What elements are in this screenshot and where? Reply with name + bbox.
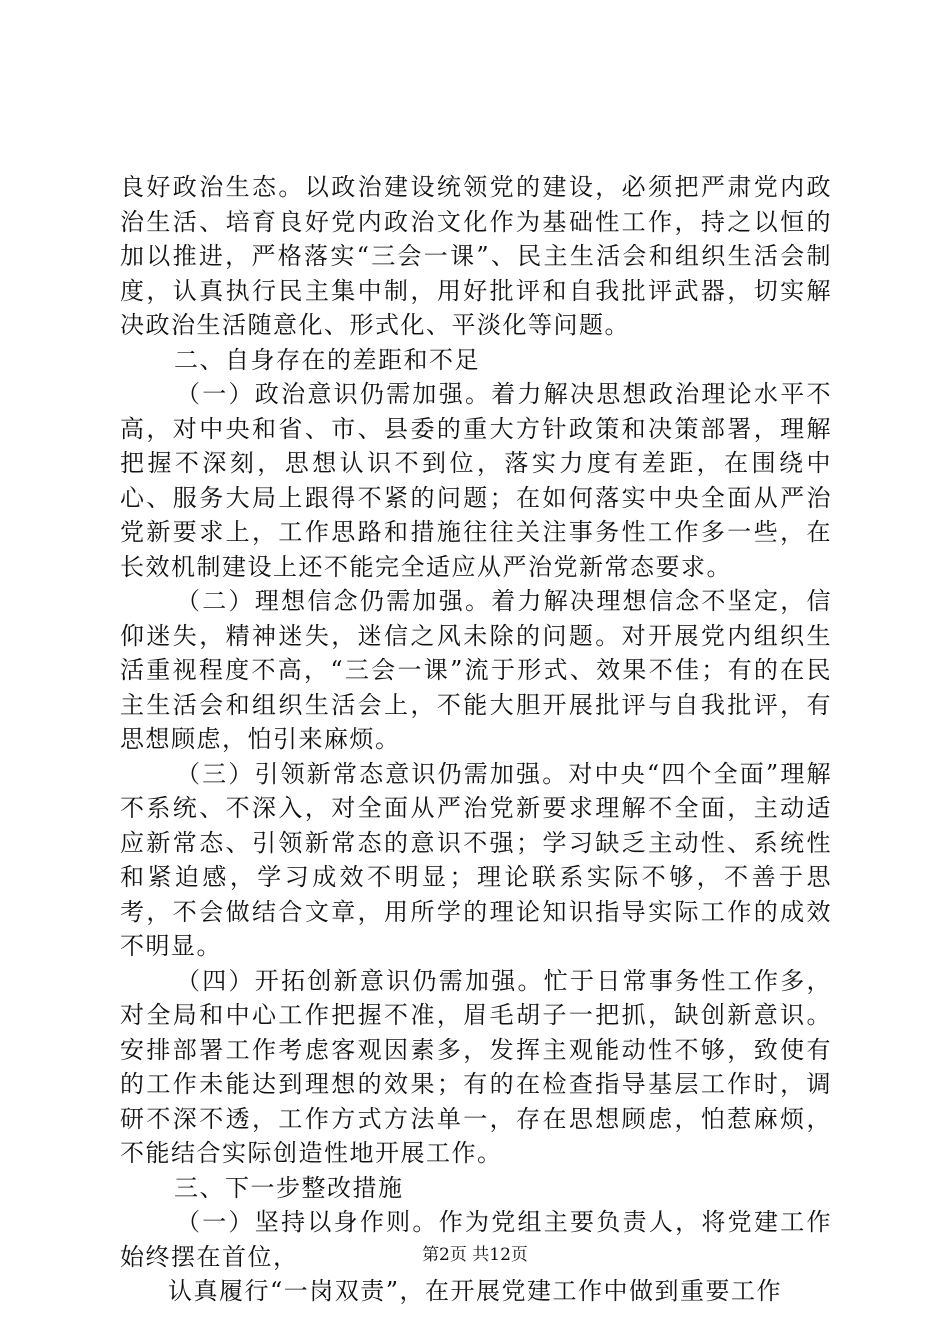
paragraph-new-normal: （三）引领新常态意识仍需加强。对中央“四个全面”理解不系统、不深入，对全面从严治党新要求理解不全面，主动适应新常态、引领新常态的意识不强；学习缺乏主动性、系统性和紧迫感，学习成效不明显；理论联系实际不够，不善于思考，不会做结合文章，用所学的理论知识指导实际工作的成效不明显。 <box>120 759 832 960</box>
paragraph-political-awareness: （一）政治意识仍需加强。着力解决思想政治理论水平不高，对中央和省、市、县委的重大方针政策和决策部署，理解把握不深刻，思想认识不到位，落实力度有差距，在围绕中心、服务大局上跟得不紧的问题；在如何落实中央全面从严治党新要求上，工作思路和措施往往关注事务性工作多一些，在长效机制建设上还不能完全适应从严治党新常态要求。 <box>120 380 832 581</box>
document-body <box>120 170 832 1309</box>
paragraph-lead-by-example: （一）坚持以身作则。作为党组主要负责人，将党建工作始终摆在首位， <box>120 1208 832 1271</box>
paragraph-ideals-beliefs: （二）理想信念仍需加强。着力解决理想信念不坚定，信仰迷失，精神迷失，迷信之风未除的问题。对开展党内组织生活重视程度不高，“三会一课”流于形式、效果不佳；有的在民主生活会和组织生活会上，不能大胆开展批评与自我批评，有思想顾虑，怕引来麻烦。 <box>120 587 832 753</box>
page-number-label: 第2页 共12页 <box>422 1245 528 1265</box>
paragraph-innovation: （四）开拓创新意识仍需加强。忙于日常事务性工作多，对全局和中心工作把握不准，眉毛胡子一把抓，缺创新意识。安排部署工作考虑客观因素多，发挥主观能动性不够，致使有的工作未能达到理想的效果；有的在检查指导基层工作时，调研不深不透，工作方式方法单一，存在思想顾虑，怕惹麻烦，不能结合实际创造性地开展工作。 <box>120 966 832 1167</box>
section-heading-rectification: 三、下一步整改措施 <box>174 1173 404 1202</box>
section-heading-shortcomings: 二、自身存在的差距和不足 <box>174 345 480 374</box>
page-footer <box>0 1240 950 1265</box>
paragraph-political-ecology: 良好政治生态。以政治建设统领党的建设，必须把严肃党内政治生活、培育良好党内政治文化作为基础性工作，持之以恒的加以推进，严格落实“三会一课”、民主生活会和组织生活会制度，认真执行民主集中制，用好批评和自我批评武器，切实解决政治生活随意化、形式化、平淡化等问题。 <box>120 173 832 339</box>
paragraph-dual-responsibility: 认真履行“一岗双责”，在开展党建工作中做到重要工作 <box>168 1277 783 1305</box>
